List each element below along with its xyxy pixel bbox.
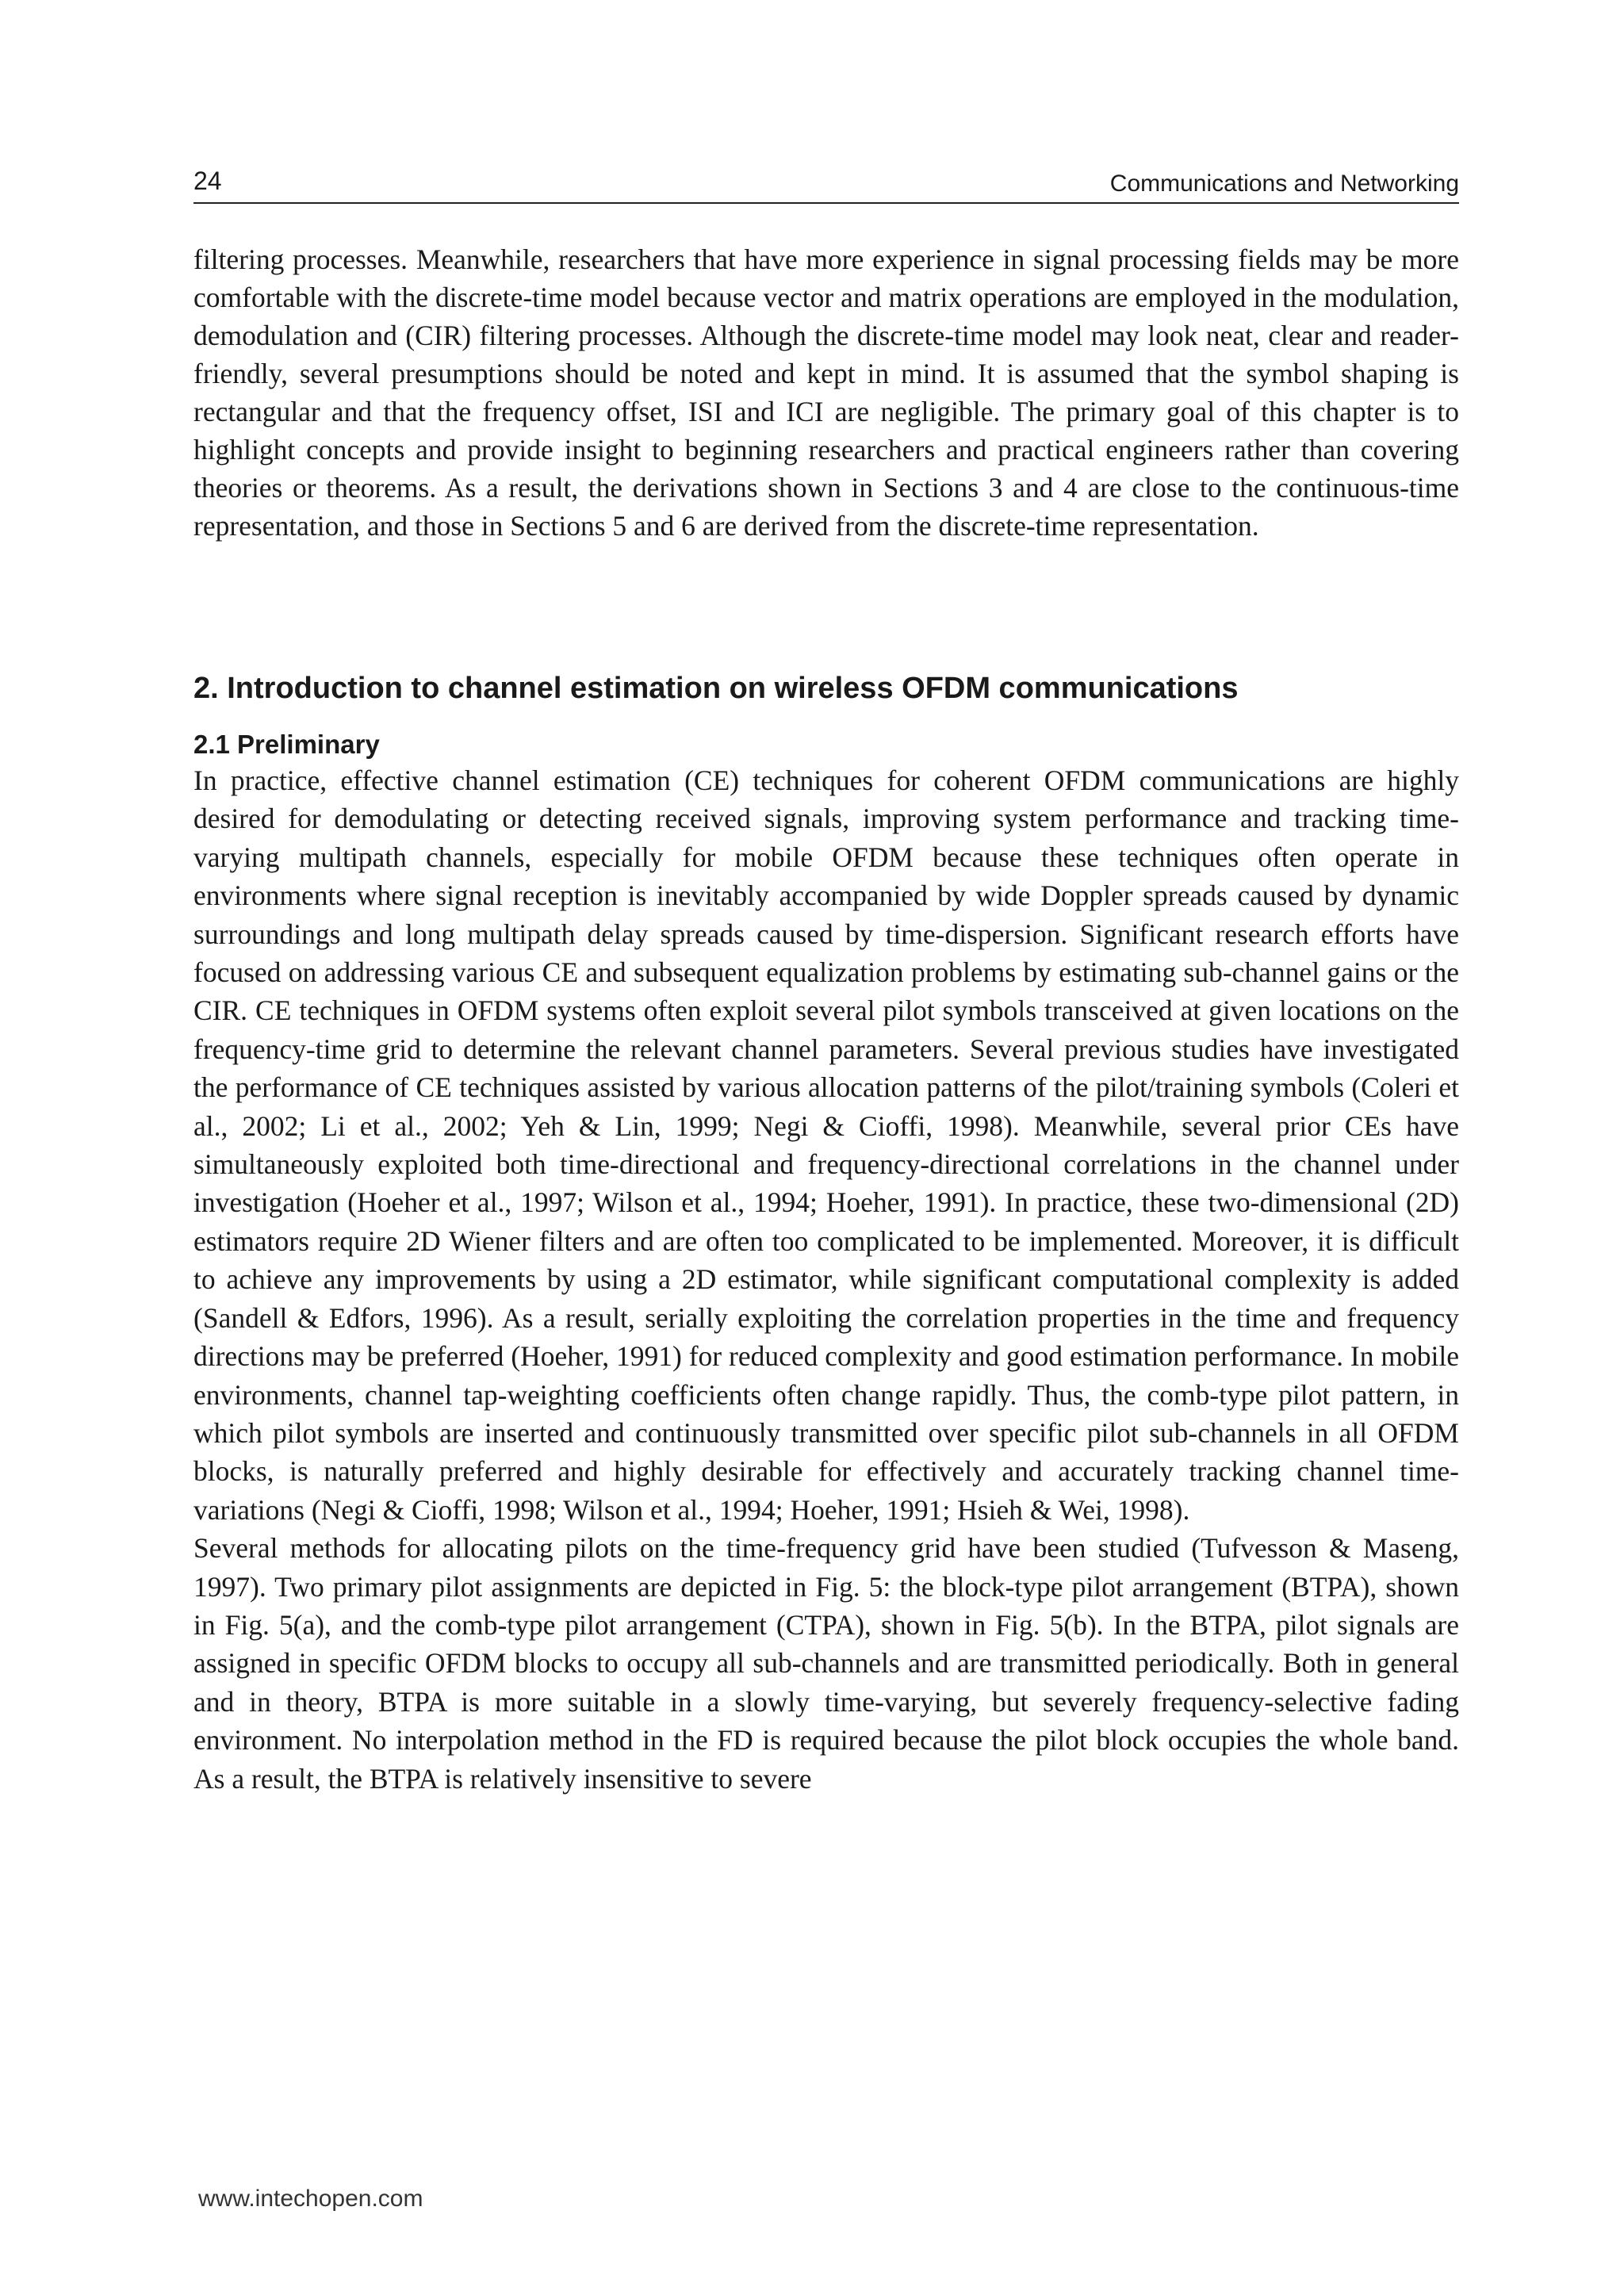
book-title: Communications and Networking bbox=[1109, 170, 1459, 197]
body-paragraph-1: In practice, effective channel estimation (CE) techniques for coherent OFDM communications are highly desired for demodulating or detecting received signals, improving system performance and tracking time-varying multipath channels, especially for mobile OFDM because these techniques often operate in environments where signal reception is inevitably accompanied by wide Doppler spreads caused by dynamic surroundings and long multipath delay spreads caused by time-dispersion. Significant research efforts have focused on addressing various CE and subsequent equalization problems by estimating sub-channel gains or the CIR. CE techniques in OFDM systems often exploit several pilot symbols transceived at given locations on the frequency-time grid to determine the relevant channel parameters. Several previous studies have investigated the performance of CE techniques assisted by various allocation patterns of the pilot/training symbols (Coleri et al., 2002; Li et al., 2002; Yeh & Lin, 1999; Negi & Cioffi, 1998). Meanwhile, several prior CEs have simultaneously exploited both time-directional and frequency-directional correlations in the channel under investigation (Hoeher et al., 1997; Wilson et al., 1994; Hoeher, 1991). In practice, these two-dimensional (2D) estimators require 2D Wiener filters and are often too complicated to be implemented. Moreover, it is difficult to achieve any improvements by using a 2D estimator, while significant computational complexity is added (Sandell & Edfors, 1996). As a result, serially exploiting the correlation properties in the time and frequency directions may be preferred (Hoeher, 1991) for reduced complexity and good estimation performance. In mobile environments, channel tap-weighting coefficients often change rapidly. Thus, the comb-type pilot pattern, in which pilot symbols are inserted and continuously transmitted over specific pilot sub-channels in all OFDM blocks, is naturally preferred and highly desirable for effectively and accurately tracking channel time-variations (Negi & Cioffi, 1998; Wilson et al., 1994; Hoeher, 1991; Hsieh & Wei, 1998). bbox=[193, 764, 1459, 1526]
section-heading: 2. Introduction to channel estimation on wireless OFDM communications bbox=[193, 672, 1239, 705]
subsection-heading: 2.1 Preliminary bbox=[193, 730, 380, 759]
page-number: 24 bbox=[193, 167, 222, 195]
intro-text bbox=[193, 240, 1459, 545]
intro-paragraph: filtering processes. Meanwhile, researchers that have more experience in signal processing fields may be more comfortable with the discrete-time model because vector and matrix operations are employed in the modulation, demodulation and (CIR) filtering processes. Although the discrete-time model may look neat, clear and reader-friendly, several presumptions should be noted and kept in mind. It is assumed that the symbol shaping is rectangular and that the frequency offset, ISI and ICI are negligible. The primary goal of this chapter is to highlight concepts and provide insight to beginning researchers and practical engineers rather than covering theories or theorems. As a result, the derivations shown in Sections 3 and 4 are close to the continuous-time representation, and those in Sections 5 and 6 are derived from the discrete-time representation. bbox=[193, 243, 1459, 542]
running-header bbox=[193, 163, 1459, 204]
body-paragraph-2: Several methods for allocating pilots on the time-frequency grid have been studied (Tufvesson & Maseng, 1997). Two primary pilot assignments are depicted in Fig. 5: the block-type pilot arrangement (BTPA), shown in Fig. 5(a), and the comb-type pilot arrangement (CTPA), shown in Fig. 5(b). In the BTPA, pilot signals are assigned in specific OFDM blocks to occupy all sub-channels and are transmitted periodically. Both in general and in theory, BTPA is more suitable in a slowly time-varying, but severely frequency-selective fading environment. No interpolation method in the FD is required because the pilot block occupies the whole band. As a result, the BTPA is relatively insensitive to severe bbox=[193, 1532, 1459, 1795]
footer-url: www.intechopen.com bbox=[198, 2186, 423, 2212]
section-body bbox=[193, 761, 1459, 1798]
